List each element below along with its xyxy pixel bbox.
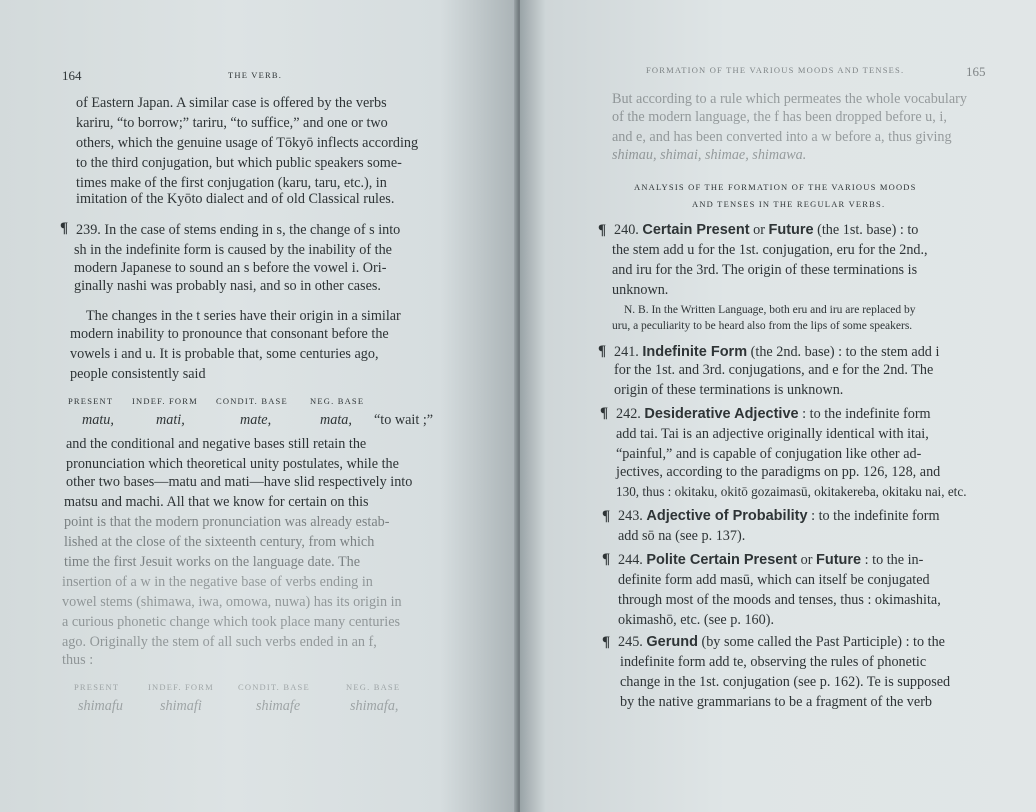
right-page [520,0,1036,812]
section-text: : to the in- [864,552,924,568]
text-line: definite form add masū, which can itself be conjugated [618,572,930,588]
table-cell: shimafa, [350,698,399,714]
text-line: unknown. [612,282,669,298]
text-line: for the 1st. and 3rd. conjugations, and e for the 2nd. The [614,362,934,378]
text-line: and e, and has been converted into a w before a, thus giving [612,129,952,145]
text-line: add sō na (see p. 137). [618,528,746,544]
text-line: through most of the moods and tenses, thus : okimashita, [618,592,941,608]
text-line: to the third conjugation, but which public speakers some- [76,155,402,171]
text-line: insertion of a w in the negative base of verbs ending in [62,574,373,590]
text-line: vowel stems (shimawa, iwa, omowa, nuwa) has its origin in [62,594,402,610]
section-title: Future [768,222,814,238]
paragraph-mark-icon: ¶ [598,222,607,238]
running-head: THE VERB. [228,70,283,80]
paragraph-mark-icon: ¶ [602,551,611,567]
section-title: Gerund [646,634,698,650]
text-line: others, which the genuine usage of Tōkyō inflects according [76,135,419,151]
note-line: uru, a peculiarity to be heard also from the lips of some speakers. [612,320,913,332]
text-line: and iru for the 3rd. The origin of these terminations is [612,262,918,278]
text-line: indefinite form add te, observing the rules of phonetic [620,654,927,670]
table-header: PRESENT [68,396,114,406]
text-line: matsu and machi. All that we know for certain on this [64,494,369,510]
table-cell: mata, [320,412,352,428]
section-text: (by some called the Past Participle) : to the [701,634,945,650]
text-line: by the native grammarians to be a fragment of the verb [620,694,933,710]
page-number: 165 [966,64,986,79]
text-line: time the first Jesuit works on the language date. The [64,554,361,570]
table-cell: mate, [240,412,272,428]
section-title: Indefinite Form [642,344,748,360]
text-line: other two bases—matu and mati—have slid respectively into [66,474,413,490]
text-line: kariru, “to borrow;” tariru, “to suffice,” and one or two [76,115,388,131]
table-cell: shimafu [78,698,123,714]
text-line: a curious phonetic change which took place many centuries [62,614,401,630]
text-line: origin of these terminations is unknown. [614,382,844,398]
text-line: shimau, shimai, shimae, shimawa. [612,147,807,163]
text-line: change in the 1st. conjugation (see p. 162). Te is supposed [620,674,951,690]
page-number: 164 [62,68,82,83]
paragraph-mark-icon: ¶ [60,220,69,236]
paragraph-mark-icon: ¶ [598,343,607,359]
text-line: add tai. Tai is an adjective originally identical with itai, [616,426,929,442]
table-header: INDEF. FORM [148,682,214,692]
text-line: sh in the indefinite form is caused by the inability of the [74,242,392,258]
text-line: jectives, according to the paradigms on pp. 126, 128, and [616,464,941,480]
text-line: people consistently said [70,366,206,382]
connector-text: or [753,222,765,238]
section-243-heading [618,506,940,526]
table-header: NEG. BASE [346,682,401,692]
table-header: INDEF. FORM [132,396,198,406]
text-line: ago. Originally the stem of all such verbs ended in an f, [62,634,377,650]
text-line: thus : [62,652,94,668]
text-line: lished at the close of the sixteenth century, from which [64,534,375,550]
text-line: The changes in the t series have their origin in a similar [86,308,401,324]
table-header: CONDIT. BASE [238,682,310,692]
table-cell: “to wait ;” [374,412,434,428]
section-heading: ANALYSIS OF THE FORMATION OF THE VARIOUS MOODS [634,182,917,192]
running-head: FORMATION OF THE VARIOUS MOODS AND TENSES. [646,65,905,75]
section-title: Future [815,552,862,568]
table-header: CONDIT. BASE [216,396,288,406]
section-title: Desiderative Adjective [644,406,799,422]
section-number: 243. [618,508,643,524]
paragraph-mark-icon: ¶ [602,508,611,524]
section-title: Certain Present [642,222,750,238]
text-line: 239. In the case of stems ending in s, the change of s into [76,222,401,238]
section-text: : to the indefinite form [811,508,940,524]
section-244-heading [618,550,923,570]
section-number: 244. [618,552,643,568]
table-cell: mati, [156,412,185,428]
paragraph-mark-icon: ¶ [600,405,609,421]
section-number: 240. [614,222,639,238]
table-header: NEG. BASE [310,396,365,406]
section-240-heading [614,220,918,240]
text-line: vowels i and u. It is probable that, some centuries ago, [70,346,379,362]
section-text: (the 2nd. base) : to the stem add i [750,344,940,360]
section-text: : to the indefinite form [802,406,931,422]
section-title: Polite Certain Present [646,552,798,568]
text-line: and the conditional and negative bases still retain the [66,436,367,452]
text-line: But according to a rule which permeates the whole vocabulary [612,91,967,107]
section-text: (the 1st. base) : to [817,222,919,238]
text-line: modern inability to pronounce that consonant before the [70,326,389,342]
table-cell: shimafi [160,698,202,714]
text-line: modern Japanese to sound an s before the vowel i. Ori- [74,260,387,276]
text-line: times make of the first conjugation (karu, taru, etc.), in [76,175,387,191]
paragraph-mark-icon: ¶ [602,634,611,650]
text-line: ginally nashi was probably nasi, and so in other cases. [74,278,381,294]
section-heading: AND TENSES IN THE REGULAR VERBS. [692,199,886,209]
section-241-heading [614,342,939,362]
section-number: 241. [614,344,639,360]
text-line: pronunciation which theoretical unity postulates, while the [66,456,399,472]
text-line: the stem add u for the 1st. conjugation, eru for the 2nd., [612,242,928,258]
text-line: point is that the modern pronunciation was already estab- [64,514,390,530]
connector-text: or [800,552,813,568]
text-line: of the modern language, the f has been dropped before u, i, [612,109,947,125]
section-title: Adjective of Probability [646,508,808,524]
section-number: 242. [616,406,641,422]
section-number: 245. [618,634,643,650]
text-line: okimashō, etc. (see p. 160). [618,612,775,628]
text-line: 130, thus : okitaku, okitō gozaimasū, okitakereba, okitaku nai, etc. [616,484,967,499]
text-line: imitation of the Kyōto dialect and of old Classical rules. [76,191,395,207]
table-header: PRESENT [74,682,120,692]
section-242-heading [616,404,931,424]
text-line: “painful,” and is capable of conjugation like other ad- [616,446,922,462]
table-cell: shimafe [256,698,301,714]
note-line: N. B. In the Written Language, both eru and iru are replaced by [624,304,916,316]
table-cell: matu, [82,412,114,428]
section-245-heading [618,632,945,652]
text-line: of Eastern Japan. A similar case is offered by the verbs [76,95,387,111]
